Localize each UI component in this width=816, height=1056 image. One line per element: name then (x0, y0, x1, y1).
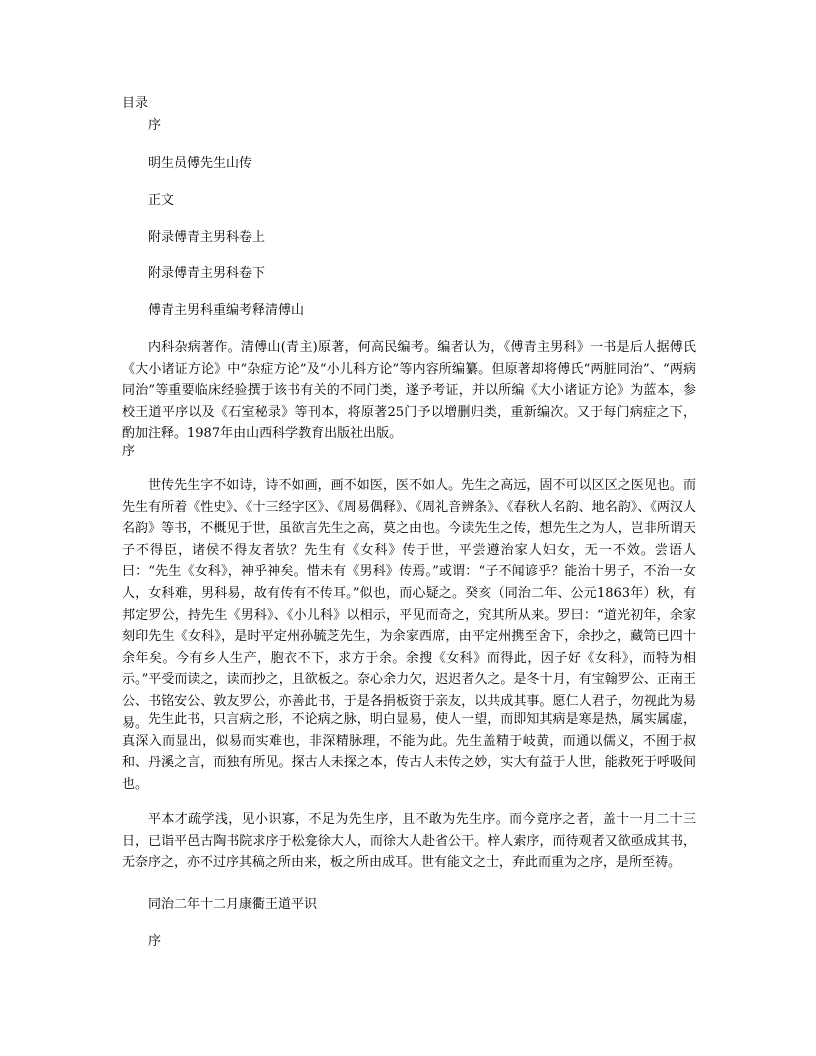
preface-paragraph-2: 先生此书，只言病之形，不论病之脉，明白显易，使人一望，而即知其病是寒是热，属实属虚，真深入而显出，似易而实难也，非深精脉理，不能为此。先生盖精于岐黄，而通以儒义，不囿于叔和、丹溪之言，而独有所见。探古人未探之本，传古人未传之妙，实大有益于人世，能救死于呼吸间也。 (122, 712, 696, 792)
intro-paragraph: 内科杂病著作。清傅山(青主)原著，何高民编考。编者认为，《傅青主男科》一书是后人据傅氏《大小诸证方论》中“杂症方论”及“小儿科方论”等内容所编纂。但原著却将傅氏“两脏同治”、“两病同治”等重要临床经验撰于该书有关的不同门类，遂予考证，并以所编《大小诸证方论》为蓝本，参校王道平序以及《石室秘录》等刊本，将原著25门予以增删归类，重新编次。又于每门病症之下，酌加注释。1987年由山西科学教育出版社出版。 (122, 340, 696, 442)
next-section-heading: 序 (148, 934, 162, 949)
preface-signature: 同治二年十二月康衢王道平识 (148, 897, 318, 912)
toc-item-preface[interactable]: 序 (148, 118, 162, 133)
toc-item-appendix-vol1[interactable]: 附录傅青主男科卷上 (148, 230, 266, 245)
toc-item-biography[interactable]: 明生员傅先生山传 (148, 156, 253, 171)
preface-heading: 序 (122, 444, 136, 459)
preface-paragraph-3: 平本才疏学浅，见小识寡，不足为先生序，且不敢为先生序。而今竟序之者，盖十一月二十三日，已诣平邑古陶书院求序于松龛徐大人，而徐大人赴省公干。梓人索序，而待观者又欲亟成其书，无奈序之，亦不过序其稿之所由来，板之所由成耳。世有能文之士，弃此而重为之序，是所至祷。 (122, 812, 696, 871)
toc-item-re-edition[interactable]: 傅青主男科重编考释清傅山 (148, 303, 305, 318)
toc-item-appendix-vol2[interactable]: 附录傅青主男科卷下 (148, 266, 266, 281)
preface-paragraph-1: 世传先生字不如诗，诗不如画，画不如医，医不如人。先生之高远，固不可以区区之医见也。而先生有所着《性史》、《十三经字区》、《周易偶释》、《周礼音辨条》、《春秋人名韵、地名韵》、《两汉人名韵》等书，不概见于世，虽欲言先生之高，莫之由也。今读先生之传，想先生之为人，岂非所谓天子不得臣，诸侯不得友者欤？先生有《女科》传于世，平尝遵治家人妇女，无一不效。尝语人曰：“先生《女科》，神乎神矣。惜未有《男科》传焉。”或谓：“子不闻谚乎？能治十男子，不治一女人，女科难，男科易，故有传有不传耳。”似也，而心疑之。癸亥（同治二年、公元1863年）秋，有邦定罗公，持先生《男科》、《小儿科》以相示，平见而奇之，究其所从来。罗曰：“道光初年，余家刻印先生《女科》，是时平定州孙毓芝先生，为余家西席，由平定州携至舍下，余抄之，藏笥已四十余年矣。今有乡人生产，胞衣不下，求方于余。余搜《女科》而得此，因子好《女科》，而特为相示。”平受而读之，读而抄之，且欲板之。奈心余力欠，迟迟者久之。是冬十月，有宝翰罗公、正南王公、书铭安公、敦友罗公，亦善此书，于是各捐板资于亲友，以共成其事。愿仁人君子，勿视此为易易。 (122, 478, 696, 731)
toc-title: 目录 (122, 96, 149, 111)
toc-item-main-text[interactable]: 正文 (148, 193, 175, 208)
